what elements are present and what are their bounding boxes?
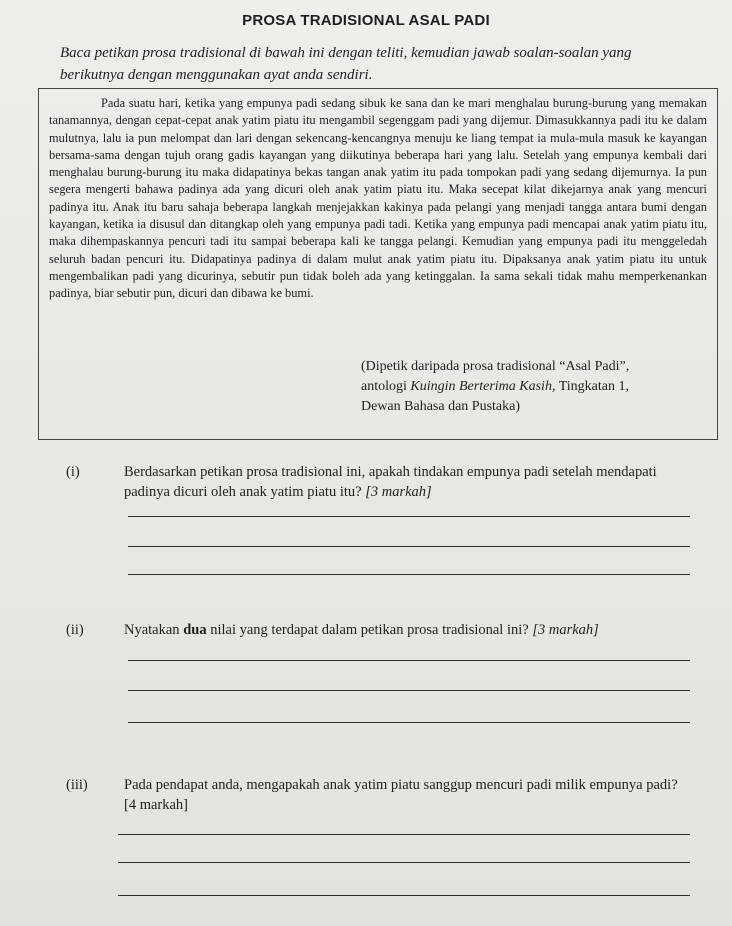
answer-line[interactable] [128, 546, 690, 547]
source-line-2: antologi Kuingin Berterima Kasih, Tingkatan 1, [361, 379, 629, 394]
answer-line[interactable] [118, 895, 690, 896]
passage-source [361, 357, 701, 417]
question-marks: [3 markah] [365, 484, 432, 500]
question-text: Nyatakan dua nilai yang terdapat dalam petikan prosa tradisional ini? [3 markah] [124, 622, 599, 638]
answer-line[interactable] [128, 516, 690, 517]
question-number: (ii) [66, 622, 84, 638]
question-number: (i) [66, 464, 80, 480]
answer-line[interactable] [128, 690, 690, 691]
source-line-3: Dewan Bahasa dan Pustaka) [361, 399, 521, 414]
question-2 [66, 620, 686, 644]
passage-text: Pada suatu hari, ketika yang empunya padi sedang sibuk ke sana dan ke mari menghalau burung-burung yang memakan tanamannya, dengan cepat-cepat anak yatim piatu itu mengambil segenggam padi yang dijemur. Dimasukkannya padi itu ke dalam mulutnya, lalu ia pun melompat dan lari dengan sekencang-kencangnya menuju ke liang tempat ia mula-mula masuk ke kayangan bersama-sama dengan tujuh orang gadis kayangan yang diikutinya beberapa hari yang lalu. Setelah yang empunya kembali dari menghalau burung-burung itu maka didapatinya bekas tangan anak yatim itu pada tompokan padi yang sedang dijemurnya. Ia pun segera mengerti bahawa padinya ada yang dicuri oleh anak yatim piatu itu. Maka secepat kilat dikejarnya anak yang mencuri padinya itu. Anak itu baru sahaja beberapa langkah menjejakkan kakinya pada pelangi yang menjadi tangga antara bumi dengan kayangan, ketika ia disusul dan ditangkap oleh yang empunya padi tadi. Ketika yang empunya padi mencapai anak yatim piatu itu, maka dihempaskannya pencuri tadi itu sampai beberapa kali ke tangga pelangi. Kemudian yang empunya padi itu menggeledah seluruh badan pencuri itu. Didapatinya padinya di dalam mulut anak yatim piatu itu. Dipaksanya anak yatim piatu itu untuk mengembalikan padi yang dicurinya, sebutir pun tidak boleh ada yang ketinggalan. Ia sama sekali tidak mahu memperkenankan padinya, biar sebutir pun, dicuri dan dibawa ke bumi. [49, 96, 707, 301]
answer-line[interactable] [118, 834, 690, 835]
answer-line[interactable] [128, 574, 690, 575]
answer-line[interactable] [128, 660, 690, 661]
passage-box [38, 88, 718, 440]
question-number: (iii) [66, 777, 88, 793]
instruction-text: Baca petikan prosa tradisional di bawah ini dengan teliti, kemudian jawab soalan-soalan yang berikutnya dengan menggunakan ayat anda sendiri. [60, 45, 632, 83]
source-line-1: (Dipetik daripada prosa tradisional “Asal Padi”, [361, 359, 630, 374]
question-1 [66, 462, 686, 506]
answer-line[interactable] [128, 722, 690, 723]
question-marks: [3 markah] [532, 622, 599, 638]
question-text: Berdasarkan petikan prosa tradisional ini, apakah tindakan empunya padi setelah mendapati padinya dicuri oleh anak yatim piatu itu? [3 markah] [124, 464, 657, 500]
question-3 [66, 775, 686, 819]
page-title: PROSA TRADISIONAL ASAL PADI [242, 12, 490, 29]
answer-line[interactable] [118, 862, 690, 863]
question-marks: [4 markah] [124, 797, 189, 813]
question-text: Pada pendapat anda, mengapakah anak yatim piatu sanggup mencuri padi milik empunya padi? [4 markah] [124, 777, 678, 813]
